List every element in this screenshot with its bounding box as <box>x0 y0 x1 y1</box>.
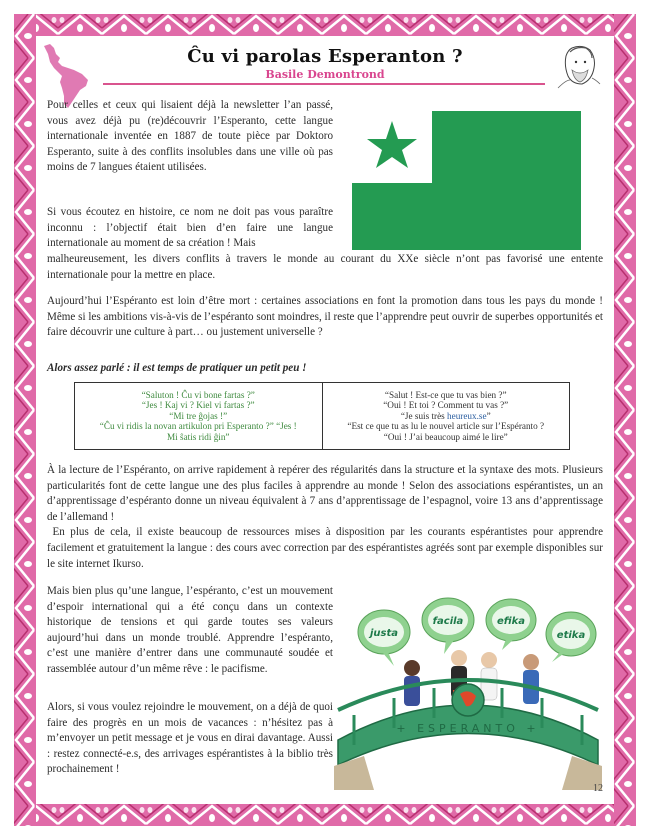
paragraph-today: Aujourd’hui l’Espéranto est loin d’être mort : certaines associations en font la promotion dans tous les pays du monde ! Même si les ambitions vis-à-vis de l’espéranto sont moindres, il reste que l’apprendre peut ouvrir de superbes opportunités et faire découvrir une culture à part… ou justement universelle ? <box>47 295 603 339</box>
esperanto-bridge-illustration <box>334 590 602 790</box>
esperanto-flag <box>352 111 581 250</box>
dialogue-text: ” <box>486 410 491 421</box>
dialogue-french-column <box>323 383 570 449</box>
dialogue-esperanto-column <box>75 383 323 449</box>
dialogue-table <box>74 382 570 450</box>
dialogue-line <box>401 411 491 422</box>
dialogue-line: “Oui ! Et toi ? Comment tu vas ?” <box>383 400 509 411</box>
bridge-label: + ESPERANTO + <box>396 722 540 735</box>
bubble-label: facila <box>432 616 464 627</box>
dialogue-text: “Je suis très <box>400 410 448 421</box>
bubble-label: justa <box>369 628 399 639</box>
paragraph-history-part2: malheureusement, les divers conflits à travers le monde au courant du XXe siècle n’ont pas favorisé une entente internationale pour la mettre en place. <box>47 253 603 281</box>
speech-bubble <box>486 599 536 650</box>
decorative-border-left <box>14 14 36 826</box>
paragraph-learning-part1: À la lecture de l’Espéranto, on arrive rapidement à repérer des régularités dans la structure et la syntaxe des mots. Plusieurs particularités font de cette langue une des plus faciles à apprendre au monde ! Selon des associations espérantistes, un an d’apprentissage d’espéranto donne un niveau équivalent à 7 ans d’apprentissage de l’espagnol, voire 13 ans d’apprentissage de l’allemand ! <box>47 464 603 523</box>
practice-heading: Alors assez parlé : il est temps de pratiquer un petit peu ! <box>47 362 307 374</box>
paragraph-learning <box>47 463 606 572</box>
speech-bubble <box>546 612 596 662</box>
article-title: Ĉu vi parolas Esperanton ? <box>187 46 463 67</box>
paragraph-movement: Mais bien plus qu’une langue, l’espéranto, c’est un mouvement d’espoir international qui a été conçu dans un contexte historique de tensions et qui garde toutes ses valeurs aujourd’hui dans un monde troublé. Apprendre l’espéranto, c’est une manière d’entrer dans une communauté soudée et rassemblée autour d’un même rêve : le pacifisme. <box>47 585 333 675</box>
paragraph-history-part1: Si vous écoutez en histoire, ce nom ne doit pas vous paraître inconnu : l’objectif était bien d’en faire une langue internationale au moment de sa création ! Mais <box>47 206 333 250</box>
speech-bubble <box>422 598 474 654</box>
dialogue-line: “Oui ! J’ai beaucoup aimé le lire” <box>383 431 508 442</box>
bridge <box>334 680 602 790</box>
dialogue-line: “Ĉu vi ridis la novan artikulon pri Esperanto ?” “Jes ! <box>99 421 297 432</box>
decorative-border-top <box>14 14 636 36</box>
article-author: Basile Demontrond <box>265 68 385 81</box>
speech-bubble <box>358 610 410 666</box>
dialogue-line: “Mi tre ĝojas !” <box>169 410 228 421</box>
title-underline <box>103 83 545 85</box>
highlighted-word: heureux.se <box>447 410 487 421</box>
paragraph-intro: Pour celles et ceux qui lisaient déjà la newsletter l’an passé, vous avez déjà pu (re)découvrir l’Esperanto, cette langue internationale inventée en 1887 de toute pièce par Doktoro Esperanto, suite à des conflits insolubles dans une ville où pas moins de 7 langues étaient utilisées. <box>47 99 333 174</box>
dialogue-line: “Salut ! Est-ce que tu vas bien ?” <box>384 389 507 400</box>
dialogue-line: “Est ce que tu as lu le nouvel article sur l’Espéranto ? <box>347 421 545 432</box>
dialogue-line: “Jes ! Kaj vi ? Kiel vi fartas ?” <box>141 400 255 411</box>
paragraph-learning-part2: En plus de cela, il existe beaucoup de ressources mises à disposition par les courants espérantistes pour apprendre facilement et gratuitement la langue : des cours avec correction par des espérantistes agréés sont par exemple disponibles sur le site internet Ikurso. <box>47 526 606 570</box>
dialogue-line: “Saluton ! Ĉu vi bone fartas ?” <box>141 389 255 400</box>
bubble-label: efika <box>496 616 526 627</box>
page-number: 12 <box>593 783 603 794</box>
dialogue-line: Mi ŝatis ridi ĝin” <box>166 431 230 442</box>
bubble-label: etika <box>556 630 586 641</box>
decorative-border-right <box>614 14 636 826</box>
author-portrait-sketch <box>552 44 606 90</box>
paragraph-call-to-action: Alors, si vous voulez rejoindre le mouvement, on a déjà de quoi faire des progrès en un mois de vacances : n’hésitez pas à m’envoyer un petit message et je vous en dirai davantage. Aussi : restez connecté-e.s, des arrivages espérantistes à la biblio très prochainement ! <box>47 701 333 776</box>
decorative-border-bottom <box>14 804 636 826</box>
